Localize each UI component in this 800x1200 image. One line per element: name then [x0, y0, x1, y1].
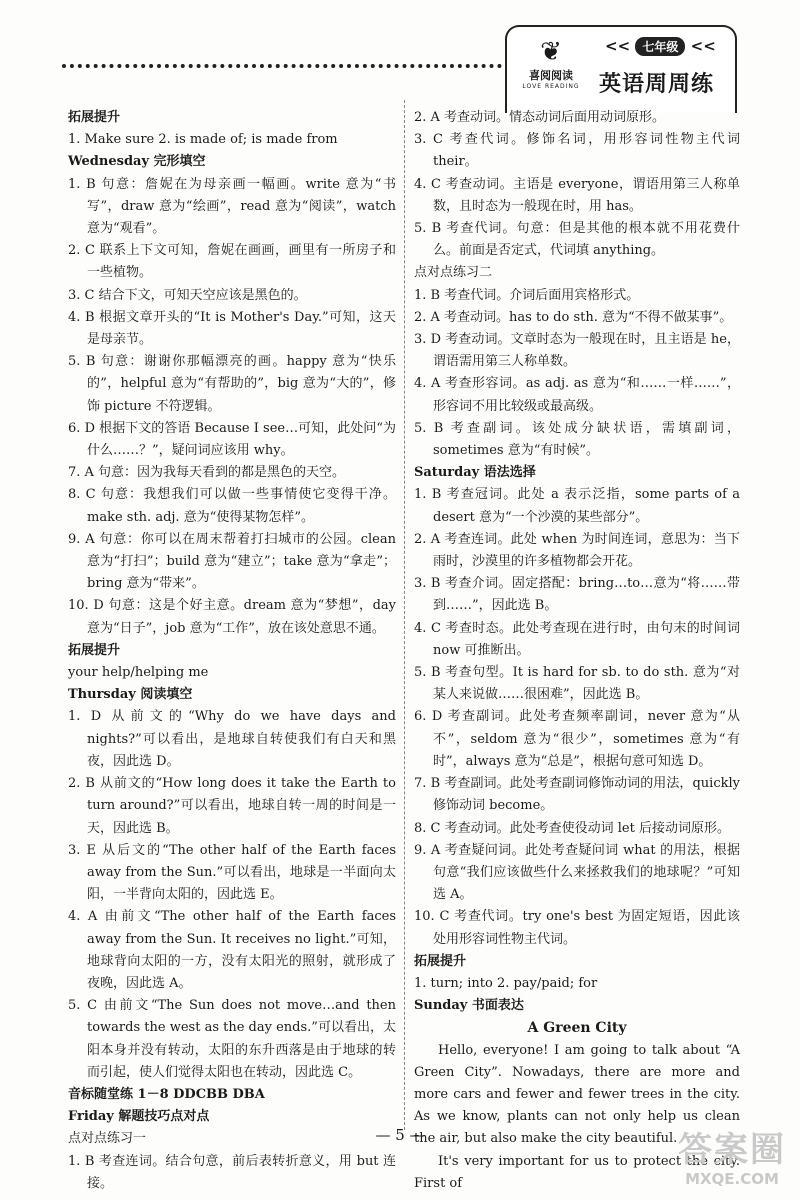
chevron-left-icon: <<: [605, 37, 631, 55]
section-heading: Saturday 语法选择: [414, 465, 536, 481]
section-heading: 拓展提升: [414, 953, 467, 969]
right-column: [414, 107, 740, 1195]
answer-item: 5. B 句意：谢谢你那幅漂亮的画。happy 意为“快乐的”，helpful 意为“有帮助的”，big 意为“大的”，修饰 picture 不符逻辑。: [68, 354, 396, 414]
answer-item: 9. A 句意：你可以在周末帮着打扫城市的公园。clean 意为“打扫”；build 意为“建立”；take 意为“拿走”；bring 意为“带来”。: [68, 531, 396, 592]
section-heading: Thursday 阅读填空: [68, 687, 193, 703]
column-divider: [404, 100, 405, 1130]
answer-item: 1. D 从前文的“Why do we have days and nights?”可以看出，是地球自转使我们有白天和黑夜，因此选 D。: [68, 709, 396, 769]
text-line: 1. turn; into 2. pay/paid; for: [414, 975, 598, 991]
answer-item: 3. B 考查介词。固定搭配：bring…to…意为“将……带到……”，因此选 B。: [414, 576, 740, 614]
left-column: [68, 107, 396, 1195]
watermark-url-text: MXQE.COM: [685, 1170, 779, 1188]
answer-item: 6. D 考查副词。此处考查频率副词，never 意为“从不”，seldom 意为“很少”，sometimes 意为“有时”，always 意为“总是”，根据句意可知选 D。: [414, 709, 740, 769]
answer-item: 7. B 考查副词。此处考查副词修饰动词的用法，quickly 修饰动词 become。: [414, 776, 740, 814]
book-heart-icon: ❦: [540, 37, 562, 67]
answer-item: 9. A 考查疑问词。此处考查疑问词 what 的用法，根据句意“我们应该做些什么来拯救我们的地球呢？”可知选 A。: [414, 842, 740, 903]
answer-item: 3. C 结合下文，可知天空应该是黑色的。: [68, 287, 307, 303]
watermark-logo: [672, 1130, 792, 1188]
section-heading: Sunday 书面表达: [414, 998, 524, 1014]
watermark-big-text: 答案圈: [678, 1130, 786, 1170]
answer-item: 4. A 考查形容词。as adj. as 意为“和……一样……”，形容词不用比较级或最高级。: [414, 376, 740, 414]
essay-paragraph: Hello, everyone! I am going to talk about “A Green City”. Nowadays, there are more and more cars and fewer and fewer trees in the city. As we know, plants can not only help us clean the air, but also make the city beautiful.: [414, 1042, 740, 1147]
answer-item: 2. B 从前文的“How long does it take the Earth to turn around?”可以看出，地球自转一周的时间是一天，因此选 B。: [68, 776, 396, 836]
text-line: your help/helping me: [68, 665, 209, 681]
answer-item: 4. B 根据文章开头的“It is Mother's Day.”可知，这天是母亲节。: [68, 309, 396, 348]
answer-item: 8. C 考查动词。此处考查使役动词 let 后接动词原形。: [414, 820, 730, 836]
answer-item: 1. B 考查冠词。此处 a 表示泛指，some parts of a desert 意为“一个沙漠的某些部分”。: [414, 487, 740, 525]
brand-header: [505, 25, 737, 113]
answer-item: 7. A 句意：因为我每天看到的都是黑色的天空。: [68, 465, 346, 481]
logo-en-text: LOVE READING: [522, 83, 580, 90]
brand-logo: [515, 37, 587, 90]
section-heading: Friday 解题技巧点对点: [68, 1109, 210, 1125]
section-heading: 音标随堂练 1－8 DDCBB DBA: [68, 1086, 265, 1102]
answer-item: 4. A 由前文“The other half of the Earth faces away from the Sun. It receives no light.”可知，地球背向太阳的一方，没有太阳光的照射，就形成了夜晚，因此选 A。: [68, 909, 396, 991]
section-heading: Wednesday 完形填空: [68, 154, 206, 170]
answer-item: 1. B 考查代词。介词后面用宾格形式。: [414, 287, 640, 303]
essay-title: A Green City: [527, 1020, 627, 1037]
page-number: — 5 —: [375, 1126, 425, 1144]
section-heading: 拓展提升: [68, 642, 121, 658]
grade-row: [605, 37, 716, 56]
text-line: 点对点练习一: [68, 1131, 147, 1147]
answer-item: 5. B 考查代词。句意：但是其他的根本就不用花费什么。前面是否定式，代词填 anything。: [414, 221, 740, 259]
essay-paragraph: It's very important for us to protect the city. First of: [414, 1153, 740, 1191]
answer-item: 10. D 句意：这是个好主意。dream 意为“梦想”，day 意为“日子”，job 意为“工作”，放在该处意思不通。: [68, 598, 396, 636]
header-dotted-rule: [62, 64, 502, 68]
text-line: 点对点练习二: [414, 265, 493, 281]
answer-item: 5. B 考查副词。该处成分缺状语，需填副词，sometimes 意为“有时候”。: [414, 420, 740, 459]
logo-cn-text: 喜阅阅读: [529, 69, 573, 82]
answer-item: 10. C 考查代词。try one's best 为固定短语，因此该处用形容词性物主代词。: [414, 909, 740, 947]
answer-item: 2. A 考查连词。此处 when 为时间连词，意思为：当下雨时，沙漠里的许多植物都会开花。: [414, 531, 740, 570]
answer-item: 3. D 考查动词。文章时态为一般现在时，且主语是 he，谓语需用第三人称单数。: [414, 332, 740, 370]
answer-item: 3. C 考查代词。修饰名词，用形容词性物主代词 their。: [414, 132, 740, 170]
section-heading: 拓展提升: [68, 110, 121, 125]
answer-item: 1. B 考查连词。结合句意，前后表转折意义，用 but 连接。: [68, 1153, 396, 1191]
answer-item: 2. A 考查动词。has to do sth. 意为“不得不做某事”。: [414, 309, 733, 325]
answer-item: 5. B 考查句型。It is hard for sb. to do sth. 意为“对某人来说做……很困难”，因此选 B。: [414, 665, 740, 703]
grade-badge: 七年级: [635, 37, 685, 56]
answer-item: 6. D 根据下文的答语 Because I see…可知，此处问“为什么……？”，疑问词应该用 why。: [68, 420, 396, 459]
answer-item: 2. A 考查动词。情态动词后面用动词原形。: [414, 110, 666, 125]
answer-item: 3. E 从后文的“The other half of the Earth faces away from the Sun.”可以看出，地球是一半面向太阳，一半背向太阳的，因此选 E。: [68, 842, 396, 903]
answer-item: 1. Make sure 2. is made of; is made from: [68, 132, 338, 148]
chevron-right-icon: <<: [690, 37, 716, 55]
answer-item: 5. C 由前文“The Sun does not move…and then towards the west as the day ends.”可以看出，太阳本身并没有转动，太阳的东升西落是由于地球的转而引起，使人们觉得太阳也在转动，因此选 C。: [68, 998, 396, 1080]
answer-item: 4. C 考查时态。此处考查现在进行时，由句末的时间词 now 可推断出。: [414, 620, 740, 658]
answer-item: 1. B 句意：詹妮在为母亲画一幅画。write 意为“书写”，draw 意为“绘画”，read 意为“阅读”，watch 意为“观看”。: [68, 176, 396, 237]
answer-item: 4. C 考查动词。主语是 everyone，谓语用第三人称单数，且时态为一般现在时，用 has。: [414, 176, 740, 214]
answer-item: 8. C 句意：我想我们可以做一些事情使它变得干净。make sth. adj. 意为“使得某物怎样”。: [68, 487, 396, 525]
answer-item: 2. C 联系上下文可知，詹妮在画画，画里有一所房子和一些植物。: [68, 243, 396, 281]
book-title: 英语周周练: [599, 72, 715, 97]
